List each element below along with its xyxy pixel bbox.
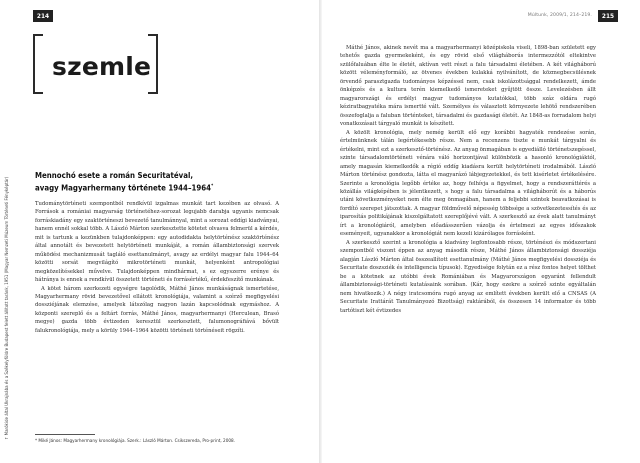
footnote-rule bbox=[35, 434, 95, 435]
photo-caption: ↑ Marókide által Ukrajnába és a Székelyföldre Budapest felett állított taránk, 1951 (Magyar Nemzeti Múzeum Történeti Fényképtár) bbox=[4, 176, 9, 440]
article-title-line2: avagy Magyarhermany története 1944–1964 bbox=[35, 183, 212, 193]
bracket-right-icon bbox=[148, 34, 158, 94]
page-number-right: 215 bbox=[598, 10, 618, 22]
right-page bbox=[322, 0, 640, 463]
footnote-marker: * bbox=[211, 184, 214, 189]
right-paragraph-1: Máthé János, akinek nevét ma a magyarhermanyi középiskola viseli, 1898-ban született egy tehetős gazda gyermekeként, és egy rövid első világháborús intermezzótól eltekintve szülőfaluában élte le életét, aktívan vett részt a falu társadalmi életében. A két világháború között véleményformáló, az ötvenes években kulakká nyilvánított, de közmegbecsülésnek örvendő parasztgazda tudományos képzéssel nem, csak iskolázottsággal rendelkezett, ámde önképzés és a kultura terén kiemelkedő ismereteket gyűjtött össze. Levelezésben állt magyarországi és erdélyi magyar tudományos kutatókkal, több száz oldára rugó kéziratbagyatéka mára ismertté vált. Személyes és választott környezete lehötő rendszerében összefoglalja a faluban történteket, társadalmi és gazdasági életét. Az 1848-as forradalom helyi vonatkozásait tárgyaló munkát is készített. bbox=[340, 45, 596, 128]
footnote: * Miké János: Magyarhermany kronológiája. Szerk.: László Márton. Csikszereda, Pro-print, 2008. bbox=[35, 438, 236, 443]
left-paragraph-1: Tudománytörténeti szempontból rendkívül izgalmas munkát tart kezében az olvasó. A Források a romániai magyarság történetéhez-sorozat legujabb darabja ugyanis nemcsak forráskiadány egy szaktörténeszi bevezető tanulmánnyal, mint a sorozat eddígi kiadványai, hanem ennél sokkal több. A László Márton szerkesztette kötetet olvasva felmerül a kérdés, mit is tartunk a kezünkben tulajdonképpen: egy autodidakta helytörténész szaktörténész által annotált és bevezetett helytörténeti munkáját, a román állambiztonsági szervek működési mechanizmusát tagláló esettanulmányt, avagy az erdélyi magyar falu 1944–64 közötti sorsát megvilágító mikrotörténeti munkát, helyenként antropológiai megközelítésekkel művelve. Tulajdonképpen mindhármat, s ez egyszerre erénye és hátránya is ennek a rendkívül összetett történeti és forrásértékű, érdekfeszítő munkának. bbox=[35, 201, 279, 284]
right-paragraph-2: A közölt kronológia, mely nemég került elő egy korábbi hagyaték rendezése során, értelmünknek tálán legértékesebb része. Nem a recenzens tiszte e munkát tárgyalni és értékelni, mint ezt a szerkesztő-történész. Az anyag önmagában is egyediálló történetszegéssel, szinte társadalomtörténeti vénára váló horizontjával különbözik a hasonló kronológiáktól, amely magasán kiemelkedők a régió eddíg kiadásra került helytörténeti irodalmából. László Márton történész gondozta, látta el magyarázó lábjegyzetekkel, és tett kisérletet értékelésére. Szerinte a kronológia legőbb értéke az, hogy felhívja a figyelmet, hogy a rendszeráttérés a közállás világképében is jélentkezett, s hogy a falu társadalma a világháborút és a háborús utáni következményeket nem élte meg önmagában, hanem a feljebbi szintek beavatkozásai is fordító szerepet játszottak. A magyar földművelő népesség többsége a szövetkezetessítés és az iparosítás politikájának kiszolgáltatott szereplőjévé vált. A szerkesztő az évek alatt tanulmányt írt a kronológiáról, amelyben előadásszerűen vázolja és értelmezi az egyes időszakok eseményeit, ugyanakkor a kronológiát nem kezeli kizárólagos forrásként. bbox=[340, 129, 596, 238]
right-body-text bbox=[340, 44, 596, 315]
article-title-line2-wrap bbox=[35, 181, 280, 194]
article-title-line1: Mennochó esete a román Securitatéval, bbox=[35, 171, 194, 180]
running-head: Múltunk, 2009/1, 214–219. bbox=[527, 13, 592, 18]
right-paragraph-3: A szerkesztő szerint a kronológia a kiadvány legfontosabb része, történészi és módszertani szempontból viszont éppen az anyag második része, Máthé János állambiztonsági dossziéja alapján László Márton által összeallított esettanulmány (Máthé János megfigyelési dossziéja és Securitate doszsziék és intelligencia típusok). Egyedisége folytán ez a rész fontos helyet tölthet be a kötetnek az utóbbi évek Romániában és Magyarországon egyaránt fellendult állambiztonsági-történeti kutatásaink sorában. (Kár, hogy ezekre a szérző szinte egyáltalán nem hivatkozik.) A négy iratcsomóra rugó anyag az említett években került elő a CNSAS (A Securitate Irattárát Tanulmányozó Bizottság) raktárából, és összesen 14 informator és több tartótiszt két évtizedes bbox=[340, 239, 596, 314]
left-body-text bbox=[35, 200, 279, 335]
bracket-left-icon bbox=[33, 34, 43, 94]
article-title bbox=[35, 170, 280, 194]
section-title: szemle bbox=[52, 52, 152, 81]
page-number-left: 214 bbox=[33, 10, 53, 22]
left-paragraph-2: A kötet három szerkezeti egységre tagolódik, Máthé János munkáságnak ismertetése, Magyarhermany rövid bevezetővel ellátott kronológiája, valamint a szérző megfigyelési dossziéjának elemzése, amelyek látszólag nagyon lazán kapcsolódnak egymáshoz. A központi szereplő és a feltárt forrás, Máthé János, magyarhermanyi (Herculean, Brasó megye) gazda több évtizeden keresztül szerkesztett, falumonográfiává bővült falukronológiája, mely a körüly 1944–1964 közötti történeti történéseit rögzíti. bbox=[35, 285, 279, 334]
